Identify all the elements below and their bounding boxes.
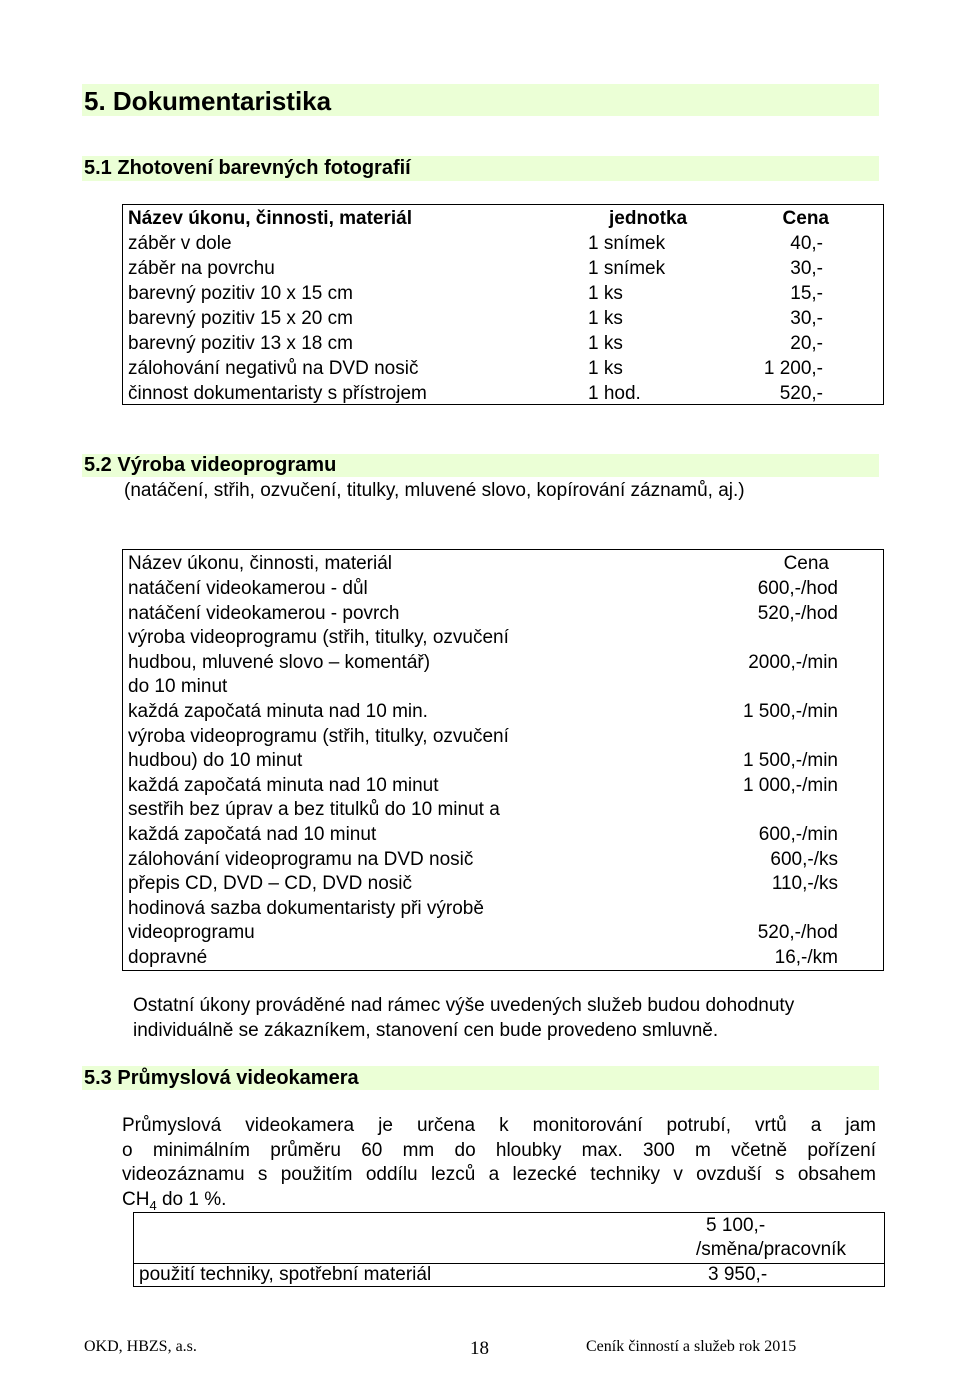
header-price: Cena <box>783 553 829 574</box>
camera-row-price: 3 950,- <box>708 1264 768 1285</box>
section-52-title: 5.2 Výroba videoprogramu <box>84 454 337 476</box>
row-name: zálohování negativů na DVD nosič <box>128 358 419 379</box>
row-price: 15,- <box>790 283 823 304</box>
line-name: videoprogramu <box>128 922 255 944</box>
row-unit: 1 ks <box>588 358 623 379</box>
header-unit: jednotka <box>609 208 688 229</box>
row-unit: 1 ks <box>588 333 623 354</box>
line-name: natáčení videokamerou - povrch <box>128 602 400 624</box>
camera-price-unit: /směna/pracovník <box>696 1239 846 1260</box>
line-name: zálohování videoprogramu na DVD nosič <box>128 848 474 870</box>
row-price: 1 200,- <box>763 358 823 379</box>
line-name: výroba videoprogramu (střih, titulky, ozvučení <box>128 725 509 747</box>
paragraph-line: Průmyslová videokamera je určena k monitorování potrubí, vrtů a jam <box>122 1115 876 1136</box>
ch-text: CH <box>122 1188 150 1210</box>
paragraph-line: o minimálním průměru 60 mm do hloubky max. 300 m včetně pořízení <box>122 1139 876 1161</box>
row-unit: 1 snímek <box>588 258 666 279</box>
line-name: dopravné <box>128 947 208 968</box>
camera-price-table <box>133 1212 885 1287</box>
row-price: 20,- <box>790 333 823 354</box>
row-unit: 1 hod. <box>588 383 641 404</box>
row-name: záběr v dole <box>128 233 232 254</box>
line-price: 600,-/min <box>758 824 838 845</box>
line-price: 600,-/ks <box>770 848 838 870</box>
note-line: individuálně se zákazníkem, stanovení cen bude provedeno smluvně. <box>133 1019 719 1041</box>
line-name: hodinová sazba dokumentaristy při výrobě <box>128 897 484 919</box>
line-name: hudbou, mluvené slovo – komentář) <box>128 651 431 673</box>
camera-row-name: použití techniky, spotřební materiál <box>139 1264 432 1285</box>
row-name: činnost dokumentaristy s přístrojem <box>128 383 427 404</box>
photo-price-table <box>122 204 884 405</box>
paragraph-line: videozáznamu s použitím oddílu lezců a lezecké techniky v ovzduší s obsahem <box>122 1164 876 1185</box>
camera-price-value: 5 100,- <box>706 1215 766 1236</box>
note-line: Ostatní úkony prováděné nad rámec výše uvedených služeb budou dohodnuty <box>133 995 795 1016</box>
line-price: 16,-/km <box>774 947 838 968</box>
section-51-title: 5.1 Zhotovení barevných fotografií <box>84 157 411 179</box>
line-price: 1 500,-/min <box>742 701 838 722</box>
line-name: přepis CD, DVD – CD, DVD nosič <box>128 873 413 895</box>
header-name: Název úkonu, činnosti, materiál <box>128 553 393 574</box>
line-price: 110,-/ks <box>771 873 838 895</box>
row-name: záběr na povrchu <box>128 258 275 279</box>
line-price: 1 000,-/min <box>742 774 838 796</box>
line-price: 2000,-/min <box>748 651 838 673</box>
line-name: každá započatá minuta nad 10 minut <box>128 774 439 796</box>
note-paragraph <box>133 994 794 1043</box>
row-price: 520,- <box>779 383 823 404</box>
line-name: výroba videoprogramu (střih, titulky, ozvučení <box>128 627 509 649</box>
line-name: hudbou) do 10 minut <box>128 750 303 772</box>
line-name: každá započatá nad 10 minut <box>128 824 377 845</box>
line-price: 600,-/hod <box>757 578 838 599</box>
footer-page-number: 18 <box>470 1338 489 1359</box>
row-price: 30,- <box>790 258 823 279</box>
footer-title: Ceník činností a služeb rok 2015 <box>586 1338 797 1355</box>
section-53-paragraph <box>122 1114 876 1218</box>
footer-company: OKD, HBZS, a.s. <box>84 1338 197 1355</box>
header-price: Cena <box>782 208 829 229</box>
line-name: každá započatá minuta nad 10 min. <box>128 701 428 722</box>
row-unit: 1 ks <box>588 283 623 304</box>
section-53-title: 5.3 Průmyslová videokamera <box>84 1067 359 1089</box>
line-name: sestřih bez úprav a bez titulků do 10 minut a <box>128 799 500 821</box>
line-price: 520,-/hod <box>757 602 838 624</box>
ch-rest: do 1 %. <box>156 1188 227 1210</box>
row-unit: 1 ks <box>588 308 623 329</box>
row-unit: 1 snímek <box>588 233 666 254</box>
header-name: Název úkonu, činnosti, materiál <box>128 208 413 229</box>
camera-price <box>696 1214 846 1262</box>
video-price-table <box>122 549 884 971</box>
line-price: 520,-/hod <box>757 922 838 944</box>
section-5-title: 5. Dokumentaristika <box>84 86 332 116</box>
row-name: barevný pozitiv 13 x 18 cm <box>128 333 353 354</box>
line-name: natáčení videokamerou - důl <box>128 578 368 599</box>
line-price: 1 500,-/min <box>742 750 838 772</box>
row-price: 40,- <box>790 233 823 254</box>
line-name: do 10 minut <box>128 676 228 698</box>
ch-subscript: 4 <box>149 1197 157 1213</box>
row-name: barevný pozitiv 15 x 20 cm <box>128 308 353 329</box>
section-52-subtitle: (natáčení, střih, ozvučení, titulky, mluvené slovo, kopírování záznamů, aj.) <box>124 480 745 501</box>
row-price: 30,- <box>790 308 823 329</box>
row-name: barevný pozitiv 10 x 15 cm <box>128 283 353 304</box>
